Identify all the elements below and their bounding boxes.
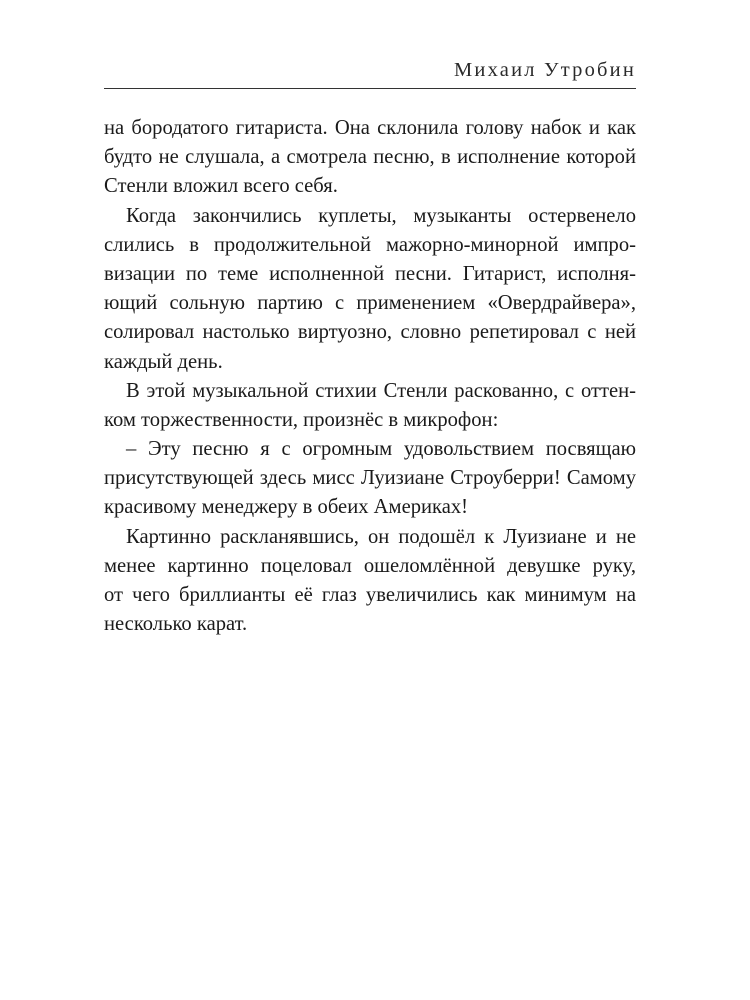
text-line: ком торжественности, произнёс в микрофон: bbox=[104, 408, 499, 431]
text-line: менее картинно поцеловал ошеломлённой девушке руку, bbox=[104, 554, 636, 577]
text-line: каждый день. bbox=[104, 350, 223, 373]
text-line: красивому менеджеру в обеих Америках! bbox=[104, 496, 469, 519]
text-line: Стенли вложил всего себя. bbox=[104, 175, 338, 198]
text-line: будто не слушала, а смотрела песню, в исполнение которой bbox=[104, 146, 636, 169]
text-line: на бородатого гитариста. Она склонила голову набок и как bbox=[104, 117, 636, 139]
text-line: солировал настолько виртуозно, словно репетировал с ней bbox=[104, 321, 636, 344]
header-rule bbox=[104, 88, 636, 89]
body-text bbox=[104, 114, 636, 639]
text-line: от чего бриллианты её глаз увеличились как минимум на bbox=[104, 584, 636, 606]
text-line: слились в продолжительной мажорно-минорной импро- bbox=[104, 233, 636, 256]
text-line: Картинно раскланявшись, он подошёл к Луизиане и не bbox=[126, 525, 636, 548]
text-line: ющий сольную партию с применением «Овердрайвера», bbox=[104, 292, 636, 315]
text-line: – Эту песню я с огромным удовольствием посвящаю bbox=[126, 438, 636, 461]
running-head-author: Михаил Утробин bbox=[454, 59, 636, 81]
text-line: присутствующей здесь мисс Луизиане Строуберри! Самому bbox=[104, 467, 636, 490]
text-line: В этой музыкальной стихии Стенли раскованно, с оттен- bbox=[126, 379, 636, 402]
text-line: визации по теме исполненной песни. Гитарист, исполня- bbox=[104, 262, 636, 285]
text-line: Когда закончились куплеты, музыканты остервенело bbox=[126, 204, 636, 227]
text-line: несколько карат. bbox=[104, 613, 248, 636]
